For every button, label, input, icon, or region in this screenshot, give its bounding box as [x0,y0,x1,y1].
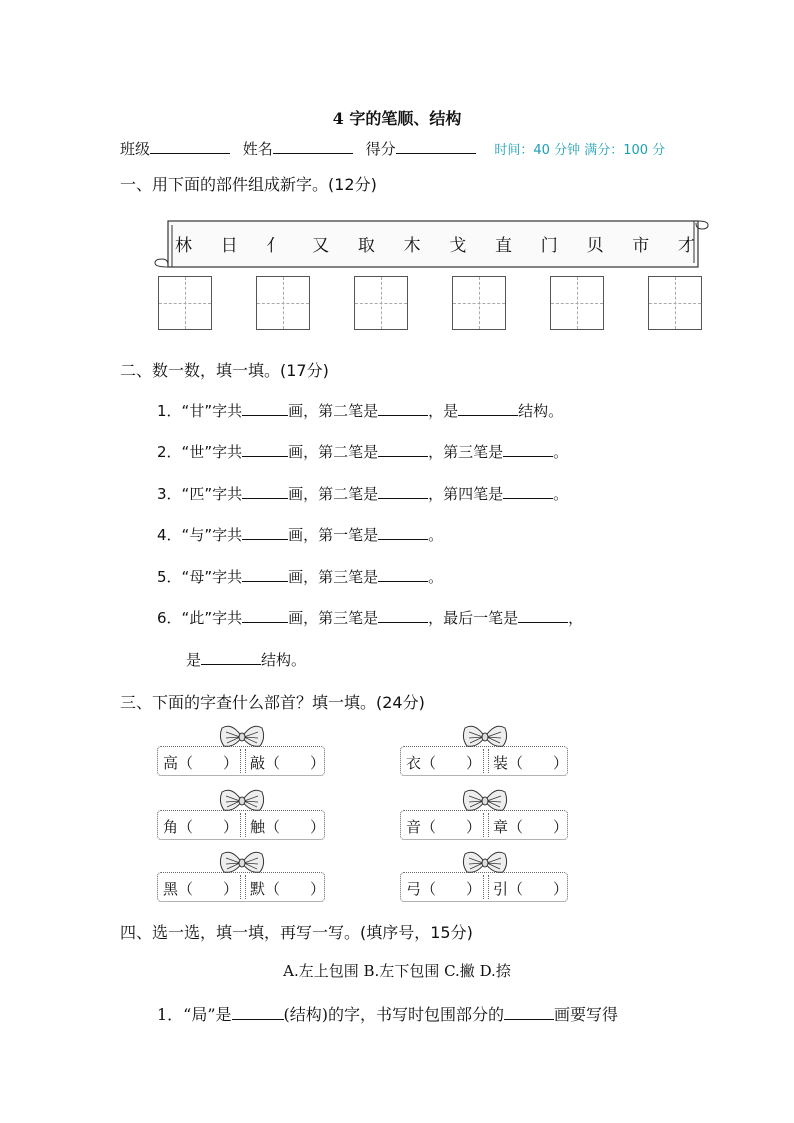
part: 林 [175,236,192,256]
blank[interactable] [503,484,553,499]
writing-box[interactable] [354,276,408,330]
section4-heading: 四、选一选，填一填，再写一写。(填序号，15分) [120,923,473,942]
blank[interactable] [378,484,428,499]
part: 木 [403,236,421,256]
info-line [120,138,665,159]
radical-pair: 角（ ） 触（ ） [157,810,325,840]
part: 又 [312,236,330,256]
part: 贝 [586,236,604,256]
class-label: 班级 [120,140,151,158]
bow-icon [461,786,509,816]
blank[interactable] [201,650,261,665]
part: 门 [540,236,558,256]
radical-pair: 高（ ） 敲（ ） [157,746,325,776]
writing-box[interactable] [452,276,506,330]
part: 亻 [266,236,284,256]
parts-row [175,231,695,256]
page-title: 4 字的笔顺、结构 [332,109,462,128]
part: 直 [495,236,513,256]
writing-box[interactable] [648,276,702,330]
part: 戈 [449,236,467,256]
section2-heading: 二、数一数，填一填。(17分) [120,361,329,380]
part: 市 [632,236,650,256]
time-info: 时间：40 分钟 满分：100 分 [494,143,666,158]
blank[interactable] [378,608,428,623]
writing-box[interactable] [158,276,212,330]
question-6: 6．“此”字共 画，第三笔是 ，最后一笔是 ， [157,609,584,627]
bow-icon [218,722,266,752]
blank[interactable] [378,401,428,416]
blank[interactable] [503,442,553,457]
name-field[interactable] [273,139,353,154]
part: 才 [677,236,695,256]
options-line: A.左上包围 B.左下包围 C.撇 D.捺 [283,962,511,980]
radical-pair: 音（ ） 章（ ） [400,810,568,840]
blank[interactable] [242,484,288,499]
writing-box[interactable] [550,276,604,330]
blank[interactable] [504,1005,554,1020]
bow-icon [218,848,266,878]
blank[interactable] [378,525,428,540]
bow-icon [218,786,266,816]
class-field[interactable] [150,139,230,154]
question-5: 5．“母”字共 画，第三笔是 。 [157,568,444,586]
score-label: 得分 [365,140,396,158]
name-label: 姓名 [242,140,273,158]
blank[interactable] [518,608,568,623]
radical-pair: 黑（ ） 默（ ） [157,872,325,902]
question-4-1: 1．“局”是 (结构)的字，书写时包围部分的 画要写得 [157,1005,619,1024]
part: 日 [220,236,238,256]
blank[interactable] [458,401,518,416]
blank[interactable] [378,567,428,582]
blank[interactable] [242,442,288,457]
question-4: 4．“与”字共 画，第一笔是 。 [157,526,444,544]
part: 取 [357,236,375,256]
blank[interactable] [242,608,288,623]
blank[interactable] [232,1005,284,1020]
question-3: 3．“匹”字共 画，第二笔是 ，第四笔是 。 [157,485,569,503]
question-2: 2．“世”字共 画，第二笔是 ，第三笔是 。 [157,443,569,461]
blank[interactable] [378,442,428,457]
radical-pair: 衣（ ） 装（ ） [400,746,568,776]
section3-heading: 三、下面的字查什么部首？填一填。(24分) [120,693,425,712]
section1-heading: 一、用下面的部件组成新字。(12分) [120,175,377,194]
blank[interactable] [242,567,288,582]
blank[interactable] [242,525,288,540]
blank[interactable] [242,401,288,416]
writing-box[interactable] [256,276,310,330]
bow-icon [461,848,509,878]
score-field[interactable] [396,139,476,154]
bow-icon [461,722,509,752]
question-6-cont: 是 结构。 [186,651,307,669]
question-1: 1．“甘”字共 画，第二笔是 ，是 结构。 [157,402,564,420]
radical-pair: 弓（ ） 引（ ） [400,872,568,902]
